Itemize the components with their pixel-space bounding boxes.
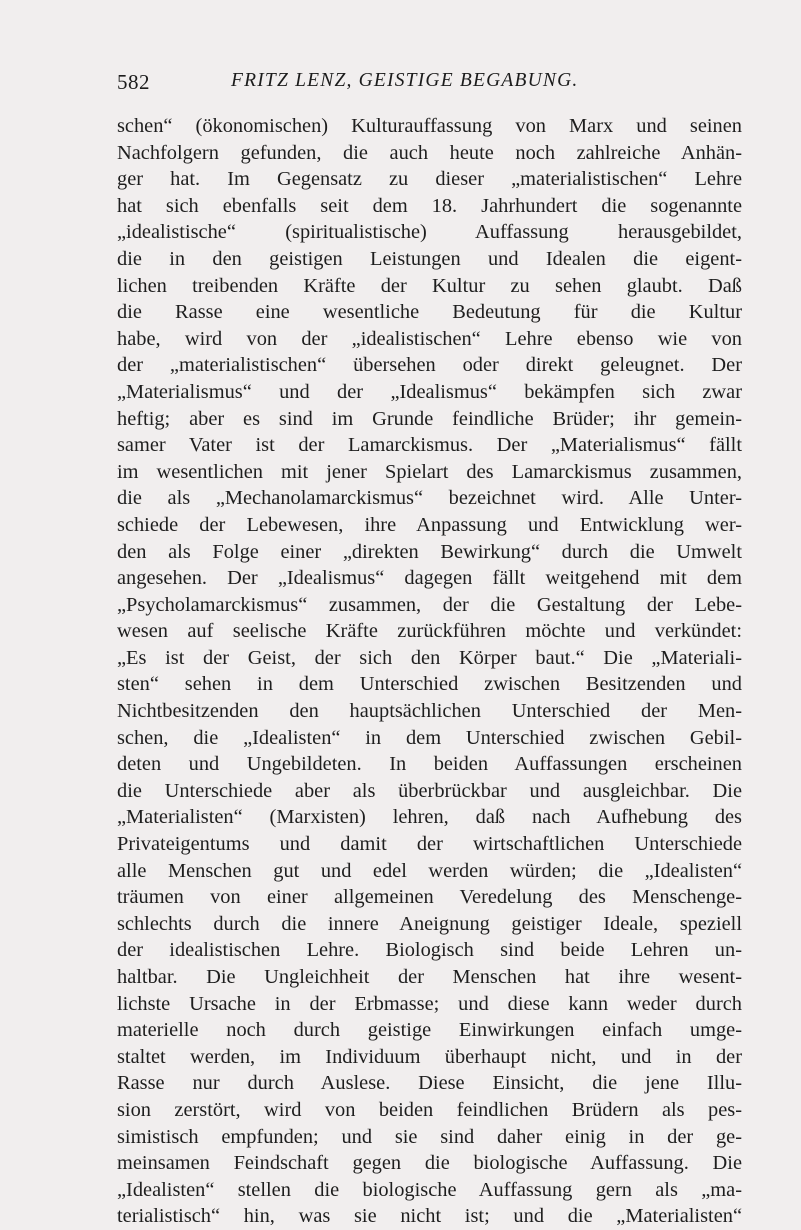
text-line: Nachfolgern gefunden, die auch heute noch zahlreiche Anhän- xyxy=(117,141,742,164)
text-line: deten und Ungebildeten. In beiden Auffassungen erscheinen xyxy=(117,753,742,776)
text-line: lichste Ursache in der Erbmasse; und diese kann weder durch xyxy=(117,992,742,1015)
text-line: meinsamen Feindschaft gegen die biologische Auffassung. Die xyxy=(117,1152,742,1175)
text-line: Privateigentums und damit der wirtschaftlichen Unterschiede xyxy=(117,833,742,856)
text-line: Rasse nur durch Auslese. Diese Einsicht, die jene Illu- xyxy=(117,1072,742,1095)
running-title: FRITZ LENZ, GEISTIGE BEGABUNG. xyxy=(231,70,579,91)
text-line: die als „Mechanolamarckismus“ bezeichnet wird. Alle Unter- xyxy=(117,487,742,510)
text-line: simistisch empfunden; und sie sind daher einig in der ge- xyxy=(117,1125,742,1148)
text-line: materielle noch durch geistige Einwirkungen einfach umge- xyxy=(117,1019,742,1042)
text-line: samer Vater ist der Lamarckismus. Der „Materialismus“ fällt xyxy=(117,434,742,457)
page-number: 582 xyxy=(117,70,150,94)
text-line: „Materialisten“ (Marxisten) lehren, daß nach Aufhebung des xyxy=(117,806,742,829)
text-line: „idealistische“ (spiritualistische) Auffassung herausgebildet, xyxy=(117,221,742,244)
text-line: haltbar. Die Ungleichheit der Menschen hat ihre wesent- xyxy=(117,966,742,988)
text-line: schen, die „Idealisten“ in dem Unterschied zwischen Gebil- xyxy=(117,726,742,749)
text-line: lichen treibenden Kräfte der Kultur zu sehen glaubt. Daß xyxy=(117,274,742,297)
text-line: träumen von einer allgemeinen Veredelung des Menschenge- xyxy=(117,886,742,909)
text-line: „Idealisten“ stellen die biologische Auffassung gern als „ma- xyxy=(117,1178,742,1201)
text-line: der „materialistischen“ übersehen oder direkt geleugnet. Der xyxy=(117,354,742,377)
text-line: alle Menschen gut und edel werden würden; die „Idealisten“ xyxy=(117,859,742,882)
text-line: hat sich ebenfalls seit dem 18. Jahrhundert die sogenannte xyxy=(117,194,742,217)
text-line: „Materialismus“ und der „Idealismus“ bekämpfen sich zwar xyxy=(117,380,742,403)
text-line: schlechts durch die innere Aneignung geistiger Ideale, speziell xyxy=(117,912,742,935)
text-line: den als Folge einer „direkten Bewirkung“ durch die Umwelt xyxy=(117,540,742,563)
text-line: habe, wird von der „idealistischen“ Lehre ebenso wie von xyxy=(117,327,742,350)
text-line: die Rasse eine wesentliche Bedeutung für die Kultur xyxy=(117,301,742,324)
text-line: schen“ (ökonomischen) Kulturauffassung von Marx und seinen xyxy=(117,115,742,137)
text-line: ger hat. Im Gegensatz zu dieser „materialistischen“ Lehre xyxy=(117,168,742,191)
text-line: die Unterschiede aber als überbrückbar und ausgleichbar. Die xyxy=(117,779,742,802)
text-line: „Psycholamarckismus“ zusammen, der die Gestaltung der Lebe- xyxy=(117,593,742,616)
body-text xyxy=(117,113,742,1230)
text-line: sten“ sehen in dem Unterschied zwischen Besitzenden und xyxy=(117,673,742,696)
text-line: Nichtbesitzenden den hauptsächlichen Unterschied der Men- xyxy=(117,700,742,723)
text-line: schiede der Lebewesen, ihre Anpassung und Entwicklung wer- xyxy=(117,513,742,536)
text-line: terialistisch“ hin, was sie nicht ist; und die „Materialisten“ xyxy=(117,1205,742,1228)
text-line: angesehen. Der „Idealismus“ dagegen fällt weitgehend mit dem xyxy=(117,567,742,590)
text-line: heftig; aber es sind im Grunde feindliche Brüder; ihr gemein- xyxy=(117,407,742,430)
text-line: wesen auf seelische Kräfte zurückführen möchte und verkündet: xyxy=(117,620,742,643)
text-line: staltet werden, im Individuum überhaupt nicht, und in der xyxy=(117,1045,742,1068)
text-line: der idealistischen Lehre. Biologisch sind beide Lehren un- xyxy=(117,939,742,962)
text-line: die in den geistigen Leistungen und Idealen die eigent- xyxy=(117,247,742,270)
text-line: „Es ist der Geist, der sich den Körper baut.“ Die „Materiali- xyxy=(117,646,742,669)
running-head xyxy=(117,70,737,98)
text-line: im wesentlichen mit jener Spielart des Lamarckismus zusammen, xyxy=(117,460,742,483)
text-line: sion zerstört, wird von beiden feindlichen Brüdern als pes- xyxy=(117,1098,742,1121)
